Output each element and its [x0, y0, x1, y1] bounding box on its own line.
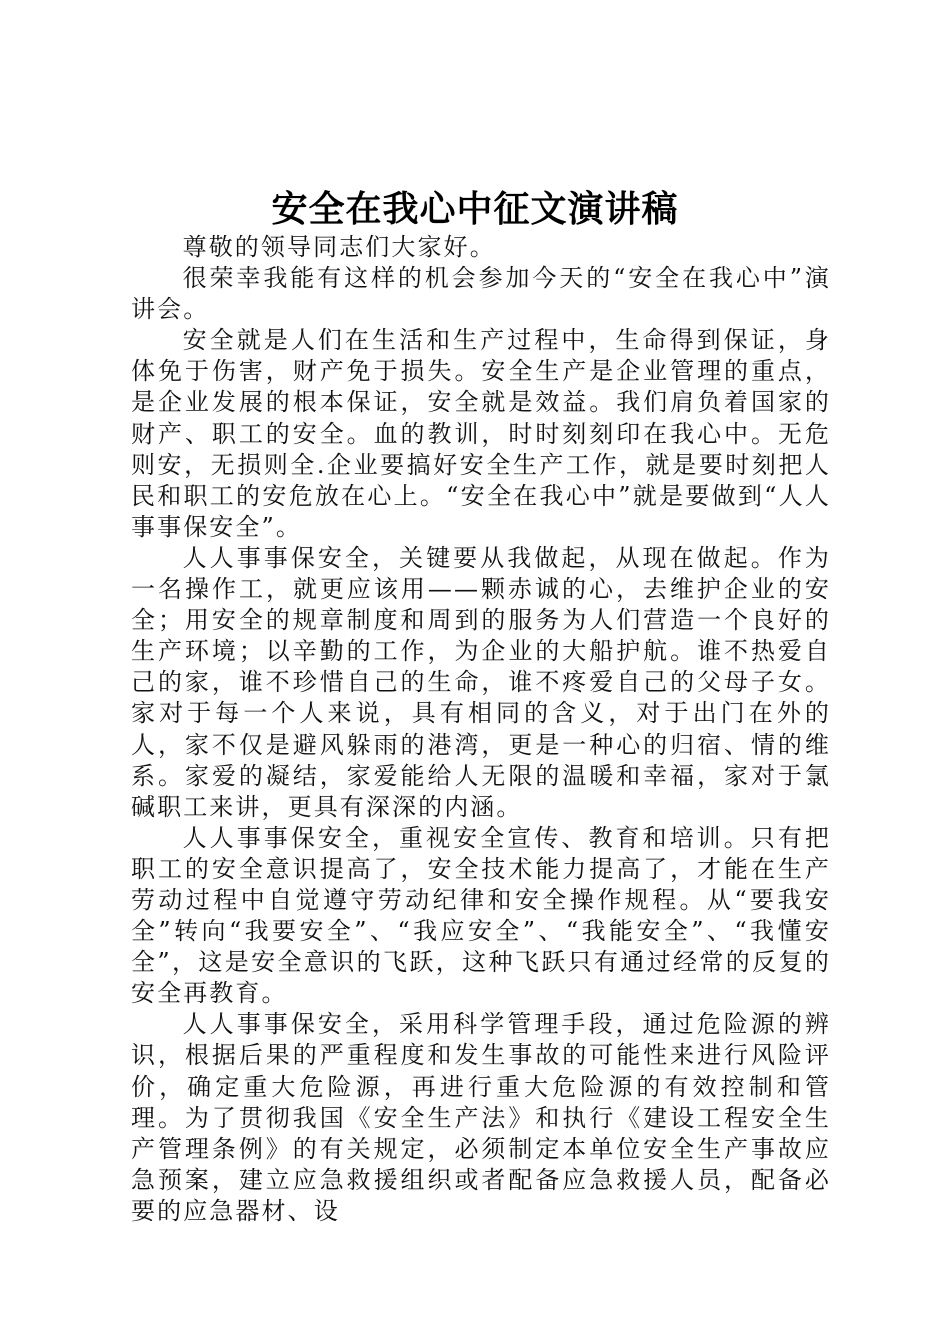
paragraph-start-with-me: 人人事事保安全，关键要从我做起，从现在做起。作为一名操作工，就更应该用——颗赤诚的心，去维护企业的安全；用安全的规章制度和周到的服务为人们营造一个良好的生产环境；以辛勤的工作，为企业的大船护航。谁不热爱自己的家，谁不珍惜自己的生命，谁不疼爱自己的父母子女。家对于每一个人来说，具有相同的含义，对于出门在外的人，家不仅是避风躲雨的港湾，更是一种心的归宿、情的维系。家爱的凝结，家爱能给人无限的温暖和幸福，家对于氯碱职工来讲，更具有深深的内涵。 [131, 543, 831, 821]
paragraph-intro: 很荣幸我能有这样的机会参加今天的“安全在我心中”演讲会。 [131, 264, 831, 324]
document-title: 安全在我心中征文演讲稿 [271, 188, 679, 230]
paragraph-management: 人人事事保安全，采用科学管理手段，通过危险源的辨识，根据后果的严重程度和发生事故的可能性来进行风险评价，确定重大危险源，再进行重大危险源的有效控制和管理。为了贯彻我国《安全生产法》和执行《建设工程安全生产管理条例》的有关规定，必须制定本单位安全生产事故应急预案，建立应急救援组织或者配备应急救援人员，配备必要的应急器材、设 [131, 1010, 831, 1225]
paragraph-definition: 安全就是人们在生活和生产过程中，生命得到保证，身体免于伤害，财产免于损失。安全生产是企业管理的重点，是企业发展的根本保证，安全就是效益。我们肩负着国家的财产、职工的安全。血的教训，时时刻刻印在我心中。无危则安，无损则全.企业要搞好安全生产工作，就是要时刻把人民和职工的安危放在心上。“安全在我心中”就是要做到“人人事事保安全”。 [131, 326, 831, 541]
document-body [131, 232, 831, 1227]
paragraph-education: 人人事事保安全，重视安全宣传、教育和培训。只有把职工的安全意识提高了，安全技术能力提高了，才能在生产劳动过程中自觉遵守劳动纪律和安全操作规程。从“要我安全”转向“我要安全”、“我应安全”、“我能安全”、“我懂安全”，这是安全意识的飞跃，这种飞跃只有通过经常的反复的安全再教育。 [131, 823, 831, 1008]
paragraph-greeting: 尊敬的领导同志们大家好。 [182, 233, 496, 261]
